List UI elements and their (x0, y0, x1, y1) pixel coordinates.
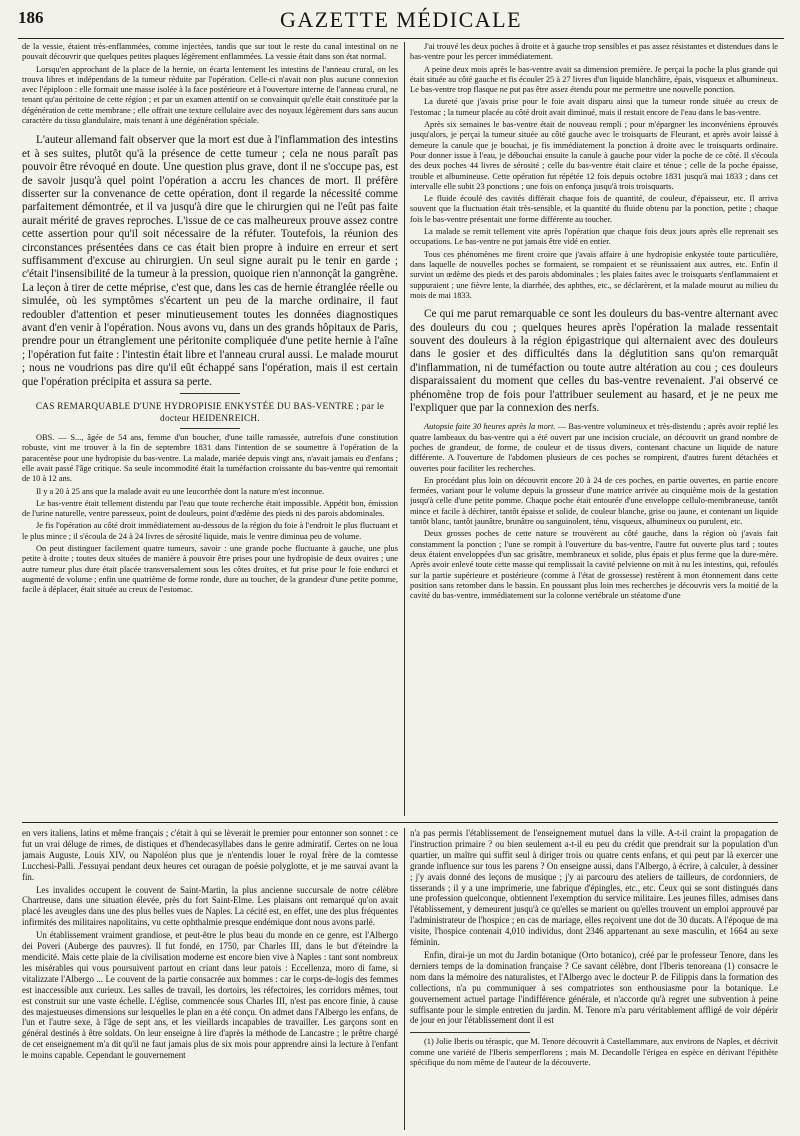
bottom-left-paragraph-3: Un établissement vraiment grandiose, et peut-être le plus beau du monde en ce genre, est l'Albergo dei Poveri (Auberge des pauvres). Il fut fondé, en 1750, par Charles III, dans le but d'éteindre la mendicité. Mais cette plaie de la civilisation moderne est encore bien vive à Naples : tant sont nombreux les misérables qui vous poursuivent partout en criant dans leur patois : Eccellenza, moro di fame, si vitalizzate l'Albergo ... Le couvent de la partie consacrée aux hommes : car le corps-de-logis des femmes est inaccessible aux curieux. Les salles de travail, les dortoirs, les réfectoires, les corridors mêmes, tout est construit sur une vaste échelle. L'église, commencée sous Charles III, n'est pas encore finie, à cause des majestueuses dimensions sur lesquelles le plan en a été conçu. On admet dans l'Albergo les enfans, de l'un et l'autre sexe, à l'âge de sept ans, et les vieillards incapables de travailler. Les garçons sont en général destinés à être soldats. On leur enseigne à lire d'après la méthode de Lancastre ; le prêtre chargé de cet enseignement m'a dit qu'il ne faut jamais plus de six mois pour apprendre ainsi la lecture à l'enfant le moins capable. Cependant le gouvernement (22, 930, 398, 1061)
section-rule (180, 393, 240, 394)
left-paragraph-3: L'auteur allemand fait observer que la mort est due à l'inflammation des intestins et à ses suites, plutôt qu'à la présence de cette tumeur ; cela ne nous paraît pas pouvoir être révoqué en doute. Une question plus grave, dont il ne s'occupe pas, est de savoir jusqu'à quel point l'opération a accru les chances de mort. Il préfère disserter sur la convenance de cette opération, dont il regarde la nécessité comme parfaitement démontrée, et il va jusqu'à dire que le chirurgien qui ne l'eût pas faite aurait mérité de graves reproches. L'issue de ce cas malheureux prouve assez contre cette assertion pour qu'il soit nécessaire de la réfuter. Toutefois, la réunion des circonstances présentées dans ce cas était bien propre à induire en erreur et sert suffisamment d'excuse au chirurgien. Un seul signe aurait pu le tenir en garde ; c'était l'insensibilité de la tumeur à la pression, quoique rien n'annonçât la gangrène. La leçon à tirer de cette méprise, c'est que, dans les cas de hernie étranglée réelle ou simulée, où les symptômes s'écartent un peu de la marche ordinaire, il faut redoubler d'attention et peser minutieusement toutes les données diagnostiques avant d'en venir à l'opération. Nous avons vu, dans un des grands hôpitaux de Paris, prendre pour un étranglement une péritonite compliquée d'une petite hernie à l'aîne ; l'opération fut faite : l'intestin était libre et l'anneau crural aussi. Le malade mourut ; nous ne voudrions pas dire qu'il eût échappé sans l'opération, mais il est certain que l'opération précipita et assura sa perte. (22, 134, 398, 388)
left-paragraph-2: Lorsqu'en approchant de la place de la hernie, on écarta lentement les intestins de l'anneau crural, on les trouva libres et indépendans de la tumeur réduite par l'opération. Celle-ci n'avait non plus aucune connexion avec l'épiploon : elle formait une masse isolée à la face postérieure et à l'ouverture interne de l'anneau crural, ne tenant qu'au péritoine de cette région ; et par un examen attentif on se convainquit qu'elle était constituée par la dégénération de cette membrane ; elle offrait une texture cellulaire avec des noyaux légèrement durs sans aucun caractère du tissu glandulaire, mais tenant à une dégénération spéciale. (22, 64, 398, 126)
right-paragraph-4: Après six semaines le bas-ventre était de nouveau rempli ; pour m'épargner les inconvéniens éprouvés jusqu'alors, je perçai la tumeur située au côté gauche avec le troisquarts de Fleurant, et après avoir laissé à demeure la canule que je bouchai, je fis immédiatement la ponction à droite avec le troisquarts ordinaire. Pour donner issue à l'eau, je débouchai ensuite la canule à gauche pour vider la poche de ce côté. Il s'écoula des deux poches 44 livres de sérosité ; celle du bas-ventre était claire et ténue ; celle de la poche épaisse, trouble et albumineuse. Cette opération fut répétée 12 fois depuis octobre 1831 jusqu'à mai 1833 ; dans cet intervalle elle subit 23 ponctions ; une fois on enfonça jusqu'à trois troisquarts. (410, 120, 778, 191)
case-title: CAS REMARQUABLE D'UNE HYDROPISIE ENKYSTÉE DU BAS-VENTRE ; par le docteur HEIDENREICH. (35, 401, 385, 424)
left-paragraph-6: Le bas-ventre était tellement distendu par l'eau que toute recherche était impossible. Appétit bon, émission de l'urine naturelle, ventre paresseux, point de douleurs, point d'œdème des pieds ni des parois abdominales. (22, 498, 398, 519)
autopsy-heading: Autopsie faite 30 heures après la mort. (424, 422, 556, 432)
bottom-right-paragraph-2: Enfin, dirai-je un mot du Jardin botanique (Orto botanico), créé par le professeur Tenore, dans les derniers temps de la domination française ? Ce savant célèbre, dont l'Iberis tenoreana (1) consacre le nom dans la mémoire des naturalistes, et l'Albergo avec le docteur P. de Filippis dans la formation des collections, n'a pu communiquer à ses compatriotes son enthousiasme pour la botanique. Le gouvernement actuel partage l'indifférence générale, et n'accorde qu'à regret une subvention à peine suffisante pour le simple entretien du jardin. M. Tenore m'a paru véritablement affligé de voir dépérir de jour en jour l'établissement dont il est (410, 949, 778, 1026)
bottom-right-paragraph-1: n'a pas permis l'établissement de l'enseignement mutuel dans la ville. A-t-il craint la propagation de l'instruction primaire ? ou bien seulement a-t-il eu peu du crédit que prendrait sur la population d'un quartier, un maître qui suffit seul à diriger trois ou quatre cents enfans, et qui peut par là exercer une grande influence sur tous les parens ? On enseigne aussi, dans l'Albergo, à écrire, à calculer, à dessiner ; j'y avais donné des leçons de musique ; j'y ai parcouru des ateliers de tailleurs, de cordonniers, de tisserands ; il y a une imprimerie, une fabrique d'épingles, etc., etc. Ceux qui se sont distingués dans une profession quelconque, obtiennent l'exemption du service militaire. Les jeunes filles, admises dans l'établissement, y demeurent jusqu'à ce qu'elles se marient ou qu'elles trouvent un emploi approuvé par l'administrateur de l'hospice ; en cas de mariage, elles reçoivent une dot de 30 ducats. A l'époque de ma visite, l'hospice contenait 4,010 individus, dont 2346 appartenant au sexe masculin, et 1664 au sexe féminin. (410, 828, 778, 948)
page-number: 186 (18, 8, 44, 27)
left-paragraph-8: On peut distinguer facilement quatre tumeurs, savoir : une grande poche fluctuante à gauche, une plus petite à droite ; toutes deux situées de manière à pouvoir être prises pour une hydropisie de deux ovaires ; une autre tumeur plus dure était placée transversalement sous les côtes droites, et fut prise pour le foie endurci et augmenté de volume ; enfin une quatrième de forme ronde, dure au toucher, de la grandeur d'une petite pomme, facile à déplacer, était située au creux de l'estomac. (22, 544, 398, 595)
page-header (18, 6, 784, 39)
title-rule (180, 428, 240, 429)
right-paragraph-1: J'ai trouvé les deux poches à droite et à gauche trop sensibles et pas assez résistantes et distendues dans le bas-ventre pour les percer immédiatement. (410, 42, 778, 62)
right-paragraph-5: Le fluide écoulé des cavités différait chaque fois de quantité, de couleur, d'épaisseur, etc. Il arriva souvent que la fluctuation était très-sensible, et la quantité du fluide obtenu par la ponction, petite ; chaque fois le bas-ventre présentait une forme différente au toucher. (410, 194, 778, 224)
footnote-rule (410, 1032, 530, 1033)
right-paragraph-8: Ce qui me parut remarquable ce sont les douleurs du bas-ventre alternant avec des douleurs du cou ; quelques heures après l'opération la malade ressentait souvent des douleurs à la région épigastrique qui alternaient avec des douleurs dans le gosier et des difficultés dans la déglutition sans qu'on remarquât d'inflammation, ni de tuméfaction ou toute autre altération au cou ; ces douleurs disparaissaient du moment que celles du bas-ventre revenaient. J'ai observé ce phénomène trop de fois pour l'attribuer seulement au hasard, et je ne peux me l'expliquer que par la connexion des nerfs. (410, 308, 778, 414)
right-paragraph-10: En procédant plus loin on découvrit encore 20 à 24 de ces poches, en partie ouvertes, en partie encore fermées, variant pour le volume depuis la grosseur d'une matrice arrivée au cinquième mois de la gestation jusqu'à celle d'une petite pomme. Chaque poche était entourée d'une enveloppe cellulo-membraneuse, tantôt mince et facile à déchirer, tantôt épaisse et solide, de couleur blanche, grise ou jaune, et contenant un liquide tantôt blanc, tantôt jaunâtre, brunâtre ou sanguinolent, ténu, visqueux, albumineux ou purulent, etc. (410, 475, 778, 527)
right-paragraph-2: A peine deux mois après le bas-ventre avait sa dimension première. Je perçai la poche la plus grande qui était située au côté gauche et fis écouler 25 à 27 livres d'un liquide blanchâtre, épais, visqueux et albumineux. Le bas-ventre trop flasque ne put pas être assez étendu pour me permettre une nouvelle ponction. (410, 64, 778, 95)
column-divider-top (404, 42, 405, 816)
autopsy-text: — Bas-ventre volumineux et très-distendu ; après avoir replié les quatre lambeaux du bas-ventre qui a été ouvert par une incision cruciale, on découvrit un grand nombre de poches de grandeur, de forme, de couleur et de tissus divers, contenant chacune un liquide de nature différente. A l'ouverture de l'abdomen plusieurs de ces poches se rompirent, d'autres furent détachées et ouvertes pour faciliter les recherches. (410, 422, 778, 473)
right-paragraph-6: La malade se remit tellement vite après l'opération que chaque fois deux jours après elle reprenait ses occupations. Le bas-ventre ne put jamais être vidé en entier. (410, 227, 778, 247)
right-paragraph-7: Tous ces phénomènes me firent croire que j'avais affaire à une hydropisie enkystée toute particulière, dans laquelle de nouvelles poches se formaient, se rompaient et se réunissaient aux autres, etc. Enfin il survint un œdème des pieds et des parois abdominales ; les plaies faites avec le troisquarts s'enflammaient et suppuraient ; une fièvre lente, la diarrhée, des aphthes, etc., se déclarèrent, et la malade mourut au milieu du mois de mai 1833. (410, 249, 778, 300)
right-paragraph-11: Deux grosses poches de cette nature se trouvèrent au côté gauche, dans la région où j'avais fait constamment la ponction ; l'une se rompit à l'ouverture du bas-ventre, l'autre fut ouverte plus tard ; toutes deux étaient enveloppées d'un sac grisâtre, membraneux et solide, plus épais et plus ferme que la dure-mère. Après avoir enlevé toute cette masse qui remplissait la cavité pelvienne on mit à nu les intestins, qui, refoulés sur la partie supérieure et postérieure (comme à l'état de grossesse) restèrent à mon étonnement dans cette position sans retomber dans le bassin. En poussant plus loin mes recherches je découvris vers la moitié de la cavité du bas-ventre, immédiatement sur la colonne vertébrale un stéatome d'une (410, 529, 778, 601)
footnote: (1) Jolie Iberis ou téraspic, que M. Tenore découvrit à Castellammare, aux environs de Naples, et décrivit comme une variété de l'Iberis semperflorens ; mais M. Decandolle l'érigea en espèce en dérivant l'épithète spécifique du nom même de l'auteur de la découverte. (410, 1037, 778, 1068)
left-column (22, 42, 398, 820)
left-paragraph-7: Je fis l'opération au côté droit immédiatement au-dessous de la région du foie à l'endroit le plus fluctuant et le plus mince ; il s'écoula de 24 à 24 livres de sérosité liquide, mais le ventre diminua peu de volume. (22, 521, 398, 541)
column-divider-bottom (404, 828, 405, 1130)
feuilleton-separator (22, 822, 778, 823)
left-paragraph-4: OBS. — S..., âgée de 54 ans, femme d'un boucher, d'une taille ramassée, autrefois d'une constitution robuste, vint me trouver à la fin de septembre 1831 dans l'intention de se soumettre à l'opération de la paracentèse pour une hydropisie du bas-ventre. La malade, mariée depuis vingt ans, n'avait jamais eu d'enfans ; elle avait passé l'âge critique. Sa seule incommodité était la tuméfaction croissante du bas-ventre qui remontait de 10 à 12 ans. (22, 433, 398, 484)
bottom-left-column (22, 828, 398, 1130)
bottom-right-column (410, 828, 778, 1130)
left-paragraph-5: Il y a 20 à 25 ans que la malade avait eu une leucorrhée dont la nature m'est inconnue. (36, 486, 325, 496)
bottom-left-paragraph-1: en vers italiens, latins et même français ; c'était à qui se lèverait le premier pour entonner son sonnet : ce fut un vrai déluge de rimes, de distiques et d'hendecasyllabes dans le genre admiratif. Certes on ne loua jamais Auguste, Louis XIV, ou Napoléon plus que je n'entendis louer le royal frère de la comtesse Lucchesi-Palli. J'essuyai pendant deux heures cet ouragan de poésie polyglotte, et je me sauvai avant la fin. (22, 828, 398, 882)
bottom-left-paragraph-2: Les invalides occupent le couvent de Saint-Martin, la plus ancienne succursale de notre célèbre Chartreuse, dans une situation élevée, près du fort Saint-Elme. Les plaisans ont remarqué qu'on avait placé les aveugles dans une des plus belles vues de Naples. La cécité est, en effet, une des plus fréquentes infirmités des militaires napolitains, vu cette ophthalmie presque endémique dont nous avons parlé. (22, 884, 398, 928)
right-paragraph-3: La dureté que j'avais prise pour le foie avait disparu ainsi que la tumeur ronde située au creux de l'estomac ; la tumeur placée au côté droit avait diminué, mais il restait encore de l'eau dans le bas-ventre. (410, 97, 778, 117)
right-paragraph-9 (410, 422, 778, 473)
journal-title: GAZETTE MÉDICALE (279, 7, 523, 32)
left-paragraph-1: de la vessie, étaient très-enflammées, comme injectées, tandis que sur tout le reste du canal intestinal on ne pouvait découvrir que quelques petites plaques légèrement enflammées. La vessie était dans son état normal. (22, 42, 398, 62)
right-column (410, 42, 778, 820)
